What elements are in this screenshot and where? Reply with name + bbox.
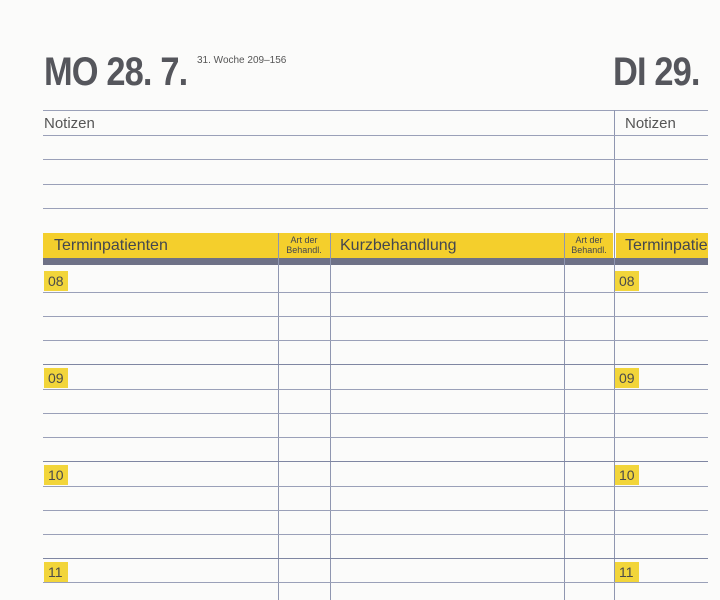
schedule-rule	[43, 486, 708, 487]
column-divider	[564, 233, 565, 600]
schedule-rule	[43, 340, 708, 341]
hour-label: 09	[48, 370, 64, 386]
schedule-rule	[43, 292, 708, 293]
notes-label-next-day: Notizen	[625, 115, 676, 132]
hour-label: 08	[619, 273, 635, 289]
column-header-art-der-behandlung	[278, 235, 330, 255]
schedule-rule	[43, 389, 708, 390]
hour-label: 10	[619, 467, 635, 483]
notes-rule	[43, 159, 708, 160]
schedule-rule	[43, 582, 708, 583]
hour-label: 11	[619, 564, 634, 580]
notes-rule	[43, 135, 708, 136]
column-header-terminpatienten-next-day: Terminpatie	[625, 237, 708, 254]
schedule-rule	[43, 413, 708, 414]
art-line-2: Behandl.	[286, 245, 322, 255]
hour-marker	[44, 271, 68, 291]
hour-label: 08	[48, 273, 64, 289]
hour-rule	[43, 461, 708, 462]
week-info: 31. Woche 209–156	[197, 55, 287, 66]
notes-label: Notizen	[44, 115, 95, 132]
hour-rule	[43, 558, 708, 559]
hour-label: 09	[619, 370, 635, 386]
schedule-rule	[43, 316, 708, 317]
column-header-art-der-behandlung-2	[564, 235, 614, 255]
column-header-terminpatienten: Terminpatienten	[54, 237, 168, 254]
art2-line-2: Behandl.	[571, 245, 607, 255]
hour-marker	[44, 465, 68, 485]
notes-top-rule	[43, 110, 708, 111]
schedule-rule	[43, 534, 708, 535]
column-divider	[330, 233, 331, 600]
hour-marker-next-day	[615, 271, 639, 291]
art-line-1: Art der	[290, 235, 318, 245]
column-header-underline	[43, 258, 708, 265]
hour-marker-next-day	[615, 465, 639, 485]
hour-marker	[44, 562, 68, 582]
notes-rule	[43, 208, 708, 209]
art2-line-1: Art der	[575, 235, 603, 245]
hour-label: 11	[48, 564, 63, 580]
hour-label: 10	[48, 467, 64, 483]
hour-marker-next-day	[615, 562, 639, 582]
day-title-tuesday: DI 29.	[613, 50, 700, 94]
column-header-kurzbehandlung: Kurzbehandlung	[340, 237, 457, 254]
schedule-rule	[43, 437, 708, 438]
hour-rule	[43, 364, 708, 365]
schedule-rule	[43, 510, 708, 511]
column-divider	[278, 233, 279, 600]
hour-marker-next-day	[615, 368, 639, 388]
notes-rule	[43, 184, 708, 185]
notes-day-divider	[614, 110, 615, 233]
hour-marker	[44, 368, 68, 388]
day-title-monday: MO 28. 7.	[44, 50, 188, 94]
